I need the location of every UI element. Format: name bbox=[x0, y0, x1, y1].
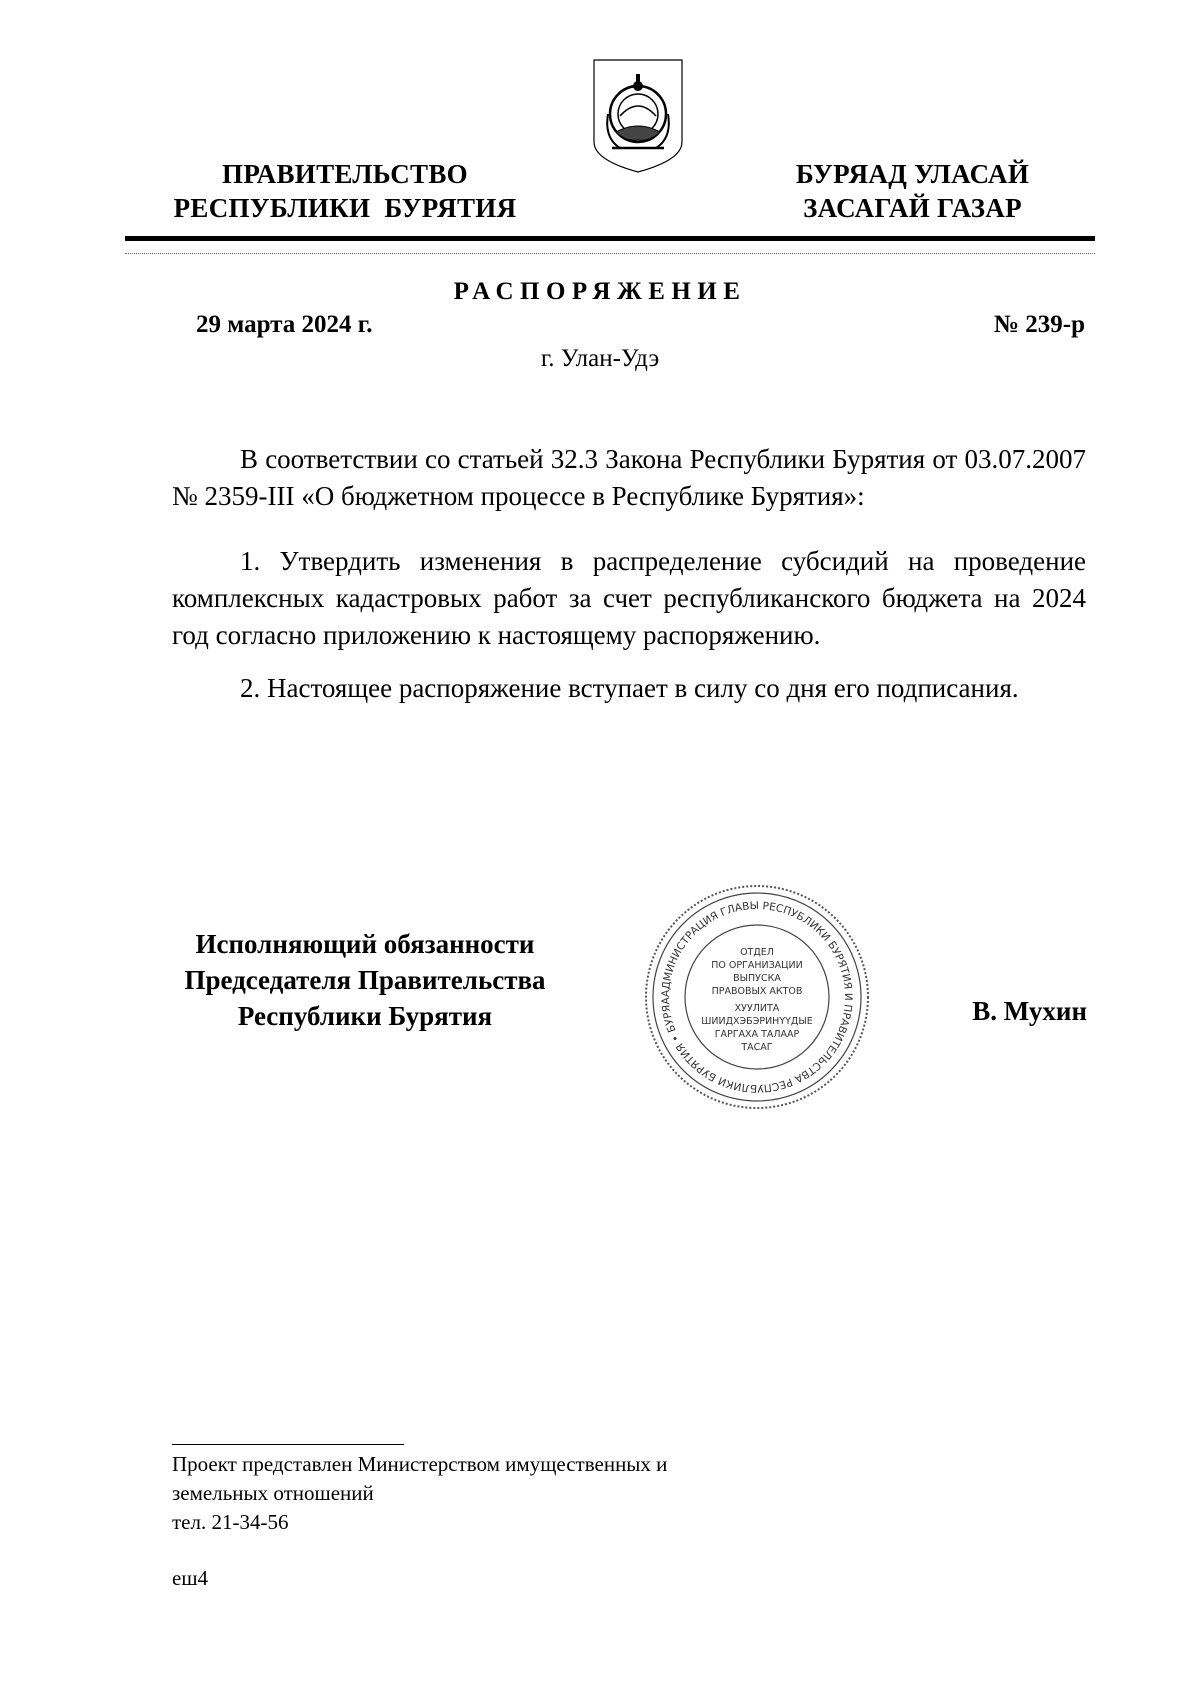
official-seal bbox=[643, 883, 871, 1111]
header-government-ru bbox=[160, 157, 530, 225]
header-left-line-2: РЕСПУБЛИКИ БУРЯТИЯ bbox=[173, 193, 517, 223]
signatory-position-line-3: Республики Бурятия bbox=[237, 1001, 493, 1031]
seal-line-3: ВЫПУСКА bbox=[733, 973, 781, 984]
signatory-position-line-1: Исполняющий обязанности bbox=[195, 929, 535, 959]
header-left-line-1: ПРАВИТЕЛЬСТВО bbox=[222, 159, 468, 189]
seal-line-4: ПРАВОВЫХ АКТОВ bbox=[711, 986, 803, 997]
document-code: еш4 bbox=[172, 1566, 208, 1590]
seal-line-2: ПО ОРГАНИЗАЦИИ bbox=[711, 960, 803, 971]
seal-ring-text: АДМИНИСТРАЦИЯ ГЛАВЫ РЕСПУБЛИКИ БУРЯТИЯ И ПРАВИТЕЛЬСТВА РЕСПУБЛИКИ БУРЯТИЯ • БУРЯА bbox=[659, 899, 855, 1095]
document-title: РАСПОРЯЖЕНИЕ bbox=[453, 278, 747, 305]
paragraph-preamble: В соответствии со статьей 32.3 Закона Республики Бурятия от 03.07.2007 № 2359-III «О бюджетном процессе в Республике Бурятия»: bbox=[172, 444, 1086, 511]
paragraph-item-1: 1. Утвердить изменения в распределение субсидий на проведение комплексных кадастровых работ за счет республиканского бюджета на 2024 год согласно приложению к настоящему распоряжению. bbox=[172, 546, 1086, 650]
seal-line-8: ТАСАГ bbox=[741, 1042, 773, 1053]
footnote bbox=[172, 1450, 792, 1537]
footnote-line-3: тел. 21-34-56 bbox=[172, 1510, 289, 1534]
header-right-line-1: БУРЯАД УЛАСАЙ bbox=[795, 159, 1030, 189]
seal-line-1: ОТДЕЛ bbox=[740, 947, 774, 958]
signatory-position-line-2: Председателя Правительства bbox=[184, 965, 546, 995]
document-date: 29 марта 2024 г. bbox=[196, 311, 373, 338]
signatory-name: В. Мухин bbox=[972, 996, 1087, 1026]
header-divider-thick bbox=[125, 236, 1095, 241]
footnote-line-2: земельных отношений bbox=[172, 1481, 374, 1505]
seal-line-7: ГАРГАХА ТАЛААР bbox=[714, 1029, 800, 1040]
paragraph-item-2: 2. Настоящее распоряжение вступает в силу со дня его подписания. bbox=[240, 673, 1019, 703]
header-right-line-2: ЗАСАГАЙ ГАЗАР bbox=[803, 193, 1022, 223]
footnote-line-1: Проект представлен Министерством имущественных и bbox=[172, 1452, 668, 1476]
header-government-bua bbox=[770, 157, 1055, 225]
document-city: г. Улан-Удэ bbox=[540, 345, 660, 372]
coat-of-arms-icon bbox=[590, 56, 686, 174]
document-number: № 239-р bbox=[993, 311, 1085, 338]
footnote-divider bbox=[172, 1444, 404, 1445]
seal-line-5: ХУУЛИТА bbox=[734, 1003, 780, 1014]
signatory-position bbox=[150, 926, 580, 1034]
header-divider-thin bbox=[125, 253, 1095, 254]
seal-line-6: ШИИДХЭБЭРИНҮҮДЫЕ bbox=[701, 1016, 813, 1027]
